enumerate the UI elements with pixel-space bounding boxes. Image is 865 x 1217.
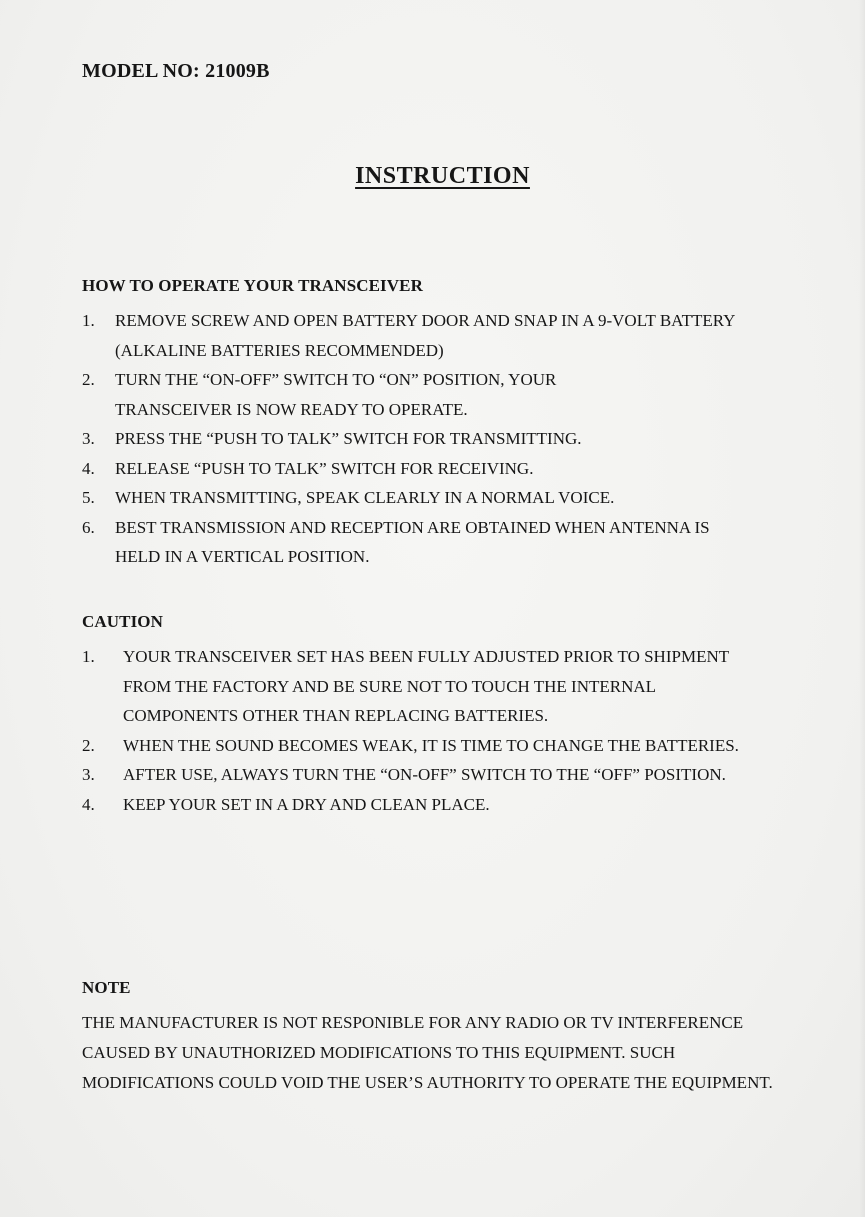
item-text: REMOVE SCREW AND OPEN BATTERY DOOR AND SNAP IN A 9-VOLT BATTERY (ALKALINE BATTERIES RECOMMENDED)	[115, 311, 735, 360]
list-item	[82, 760, 782, 790]
list-item	[82, 306, 794, 365]
item-number: 4.	[82, 458, 95, 478]
item-text: KEEP YOUR SET IN A DRY AND CLEAN PLACE.	[123, 794, 490, 814]
operate-heading: HOW TO OPERATE YOUR TRANSCEIVER	[82, 276, 423, 295]
list-item	[82, 365, 667, 424]
caution-list	[82, 642, 802, 819]
item-text: WHEN TRANSMITTING, SPEAK CLEARLY IN A NORMAL VOICE.	[115, 488, 615, 507]
list-item	[82, 731, 772, 761]
item-number: 3.	[82, 765, 95, 784]
operate-list	[82, 306, 802, 572]
item-text: PRESS THE “PUSH TO TALK” SWITCH FOR TRANSMITTING.	[115, 429, 582, 448]
list-item	[82, 642, 772, 731]
list-item	[82, 513, 732, 572]
scan-edge-shadow	[859, 0, 865, 1217]
item-text: BEST TRANSMISSION AND RECEPTION ARE OBTAINED WHEN ANTENNA IS HELD IN A VERTICAL POSITION.	[115, 517, 710, 566]
list-item	[82, 790, 802, 820]
note-paragraph: THE MANUFACTURER IS NOT RESPONIBLE FOR ANY RADIO OR TV INTERFERENCE CAUSED BY UNAUTHORIZED MODIFICATIONS TO THIS EQUIPMENT. SUCH MODIFICATIONS COULD VOID THE USER’S AUTHORITY TO OPERATE THE EQUIPMENT.	[82, 1013, 773, 1092]
item-text: YOUR TRANSCEIVER SET HAS BEEN FULLY ADJUSTED PRIOR TO SHIPMENT FROM THE FACTORY AND BE SURE NOT TO TOUCH THE INTERNAL COMPONENTS OTHER THAN REPLACING BATTERIES.	[123, 647, 729, 725]
item-number: 2.	[82, 370, 95, 389]
caution-heading: CAUTION	[82, 612, 163, 631]
item-number: 1.	[82, 647, 95, 666]
model-number: MODEL NO: 21009B	[82, 60, 270, 82]
item-number: 6.	[82, 517, 95, 537]
item-number: 1.	[82, 311, 95, 330]
document-title: INSTRUCTION	[355, 163, 530, 189]
item-text: TURN THE “ON-OFF” SWITCH TO “ON” POSITION, YOUR TRANSCEIVER IS NOW READY TO OPERATE.	[115, 370, 557, 419]
item-text: WHEN THE SOUND BECOMES WEAK, IT IS TIME TO CHANGE THE BATTERIES.	[123, 735, 739, 755]
list-item	[82, 454, 802, 484]
item-text: RELEASE “PUSH TO TALK” SWITCH FOR RECEIVING.	[115, 458, 534, 478]
list-item	[82, 424, 802, 454]
item-text: AFTER USE, ALWAYS TURN THE “ON-OFF” SWITCH TO THE “OFF” POSITION.	[123, 765, 726, 784]
item-number: 5.	[82, 488, 95, 507]
item-number: 3.	[82, 429, 95, 448]
item-number: 2.	[82, 735, 95, 755]
list-item	[82, 483, 802, 513]
note-heading: NOTE	[82, 978, 131, 997]
item-number: 4.	[82, 794, 95, 814]
